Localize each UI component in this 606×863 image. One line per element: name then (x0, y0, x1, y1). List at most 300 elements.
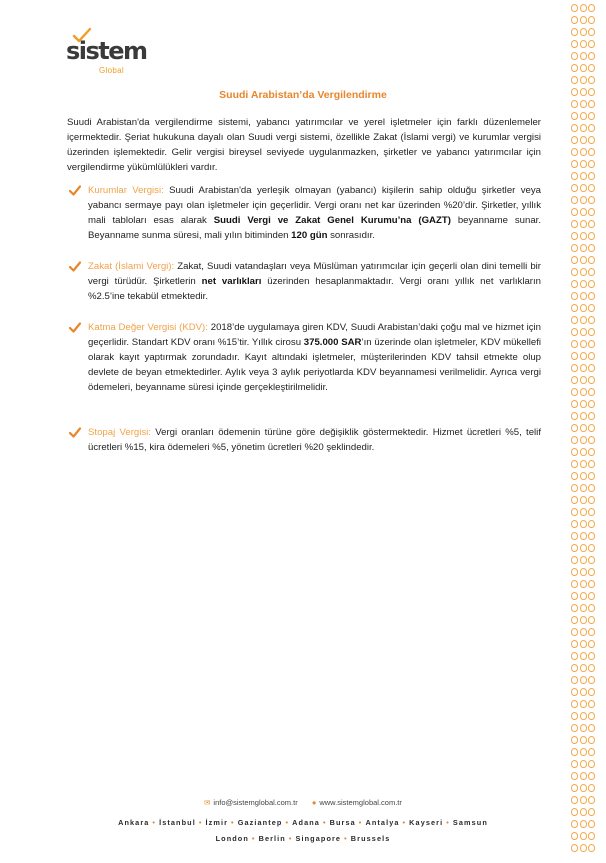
decorative-glyph (571, 700, 578, 708)
city-name: Antalya (365, 818, 400, 827)
decorative-glyph (580, 460, 587, 468)
decorative-glyph (580, 340, 587, 348)
decorative-glyph (571, 184, 578, 192)
decorative-glyph (588, 40, 595, 48)
decorative-glyph (588, 64, 595, 72)
decorative-glyph (580, 640, 587, 648)
decorative-glyph (580, 328, 587, 336)
check-icon (69, 322, 81, 333)
decorative-glyph (571, 616, 578, 624)
decorative-row (571, 530, 595, 542)
decorative-glyph (571, 412, 578, 420)
page-title: Suudi Arabistan’da Vergilendirme (219, 89, 387, 101)
city-name: Gaziantep (237, 818, 283, 827)
decorative-glyph (588, 196, 595, 204)
decorative-glyph (588, 724, 595, 732)
mail-icon: ✉ (204, 798, 211, 807)
decorative-row (571, 458, 595, 470)
decorative-glyph (580, 268, 587, 276)
decorative-row (571, 122, 595, 134)
logo-word: sistem (66, 37, 147, 65)
decorative-glyph (588, 676, 595, 684)
decorative-glyph (588, 784, 595, 792)
decorative-glyph (580, 676, 587, 684)
decorative-row (571, 374, 595, 386)
decorative-glyph (588, 172, 595, 180)
decorative-glyph (580, 388, 587, 396)
decorative-border (571, 2, 601, 862)
decorative-glyph (571, 376, 578, 384)
city-separator: • (358, 818, 363, 827)
decorative-glyph (580, 748, 587, 756)
decorative-glyph (580, 592, 587, 600)
check-icon (69, 185, 81, 196)
decorative-row (571, 50, 595, 62)
decorative-glyph (580, 304, 587, 312)
decorative-row (571, 746, 595, 758)
decorative-glyph (588, 364, 595, 372)
intro-paragraph: Suudi Arabistan'da vergilendirme sistemi, yabancı yatırımcılar ve yerel işletmeler için farklı düzenlemeler içermektedir. Şeriat hukukuna dayalı olan Suudi vergi sistemi, özellikle Zakat (İslami vergi) ve kurumlar vergisi üzerinden işlemektedir. Gelir vergisi bireysel seviyede uygulanmazken, şirketler ve yabancı yatırımcılar için vergilendirme yükümlülükleri vardır. (67, 117, 541, 173)
decorative-glyph (580, 508, 587, 516)
decorative-glyph (588, 448, 595, 456)
decorative-row (571, 446, 595, 458)
city-separator: • (251, 834, 256, 843)
decorative-glyph (571, 160, 578, 168)
decorative-glyph (588, 160, 595, 168)
bullet-text: beyanname sunar. Beyanname sunma süresi, mali yılın bitiminden (88, 215, 542, 241)
decorative-row (571, 14, 595, 26)
decorative-glyph (571, 256, 578, 264)
decorative-glyph (571, 460, 578, 468)
decorative-glyph (571, 580, 578, 588)
decorative-glyph (580, 844, 587, 852)
decorative-glyph (588, 544, 595, 552)
decorative-glyph (571, 136, 578, 144)
decorative-row (571, 302, 595, 314)
decorative-row (571, 62, 595, 74)
decorative-glyph (571, 388, 578, 396)
footer-contact (0, 798, 606, 807)
bullet-text: Zakat, Suudi vatandaşları veya Müslüman yatırımcılar için geçerli olan dini temelli bir vergi türüdür. Şirketlerin (88, 261, 541, 287)
decorative-glyph (588, 76, 595, 84)
decorative-glyph (571, 664, 578, 672)
decorative-glyph (571, 748, 578, 756)
decorative-glyph (580, 400, 587, 408)
decorative-glyph (571, 688, 578, 696)
decorative-row (571, 494, 595, 506)
decorative-glyph (588, 4, 595, 12)
decorative-glyph (580, 124, 587, 132)
city-separator: • (152, 818, 157, 827)
decorative-glyph (588, 316, 595, 324)
decorative-glyph (580, 100, 587, 108)
decorative-glyph (580, 436, 587, 444)
decorative-glyph (580, 568, 587, 576)
decorative-glyph (580, 664, 587, 672)
bullet-label: Kurumlar Vergisi: (88, 185, 164, 196)
decorative-glyph (588, 376, 595, 384)
decorative-glyph (580, 556, 587, 564)
decorative-glyph (580, 280, 587, 288)
city-separator: • (446, 818, 450, 827)
city-name: London (215, 834, 249, 843)
decorative-row (571, 842, 595, 854)
logo-sub: Global (99, 66, 124, 75)
decorative-row (571, 686, 595, 698)
decorative-glyph (580, 616, 587, 624)
decorative-glyph (580, 580, 587, 588)
decorative-glyph (580, 232, 587, 240)
decorative-glyph (571, 148, 578, 156)
decorative-glyph (588, 256, 595, 264)
decorative-glyph (571, 244, 578, 252)
bullet-bold: net varlıkları (201, 276, 262, 287)
decorative-glyph (571, 508, 578, 516)
bullet-zakat (88, 259, 541, 304)
decorative-row (571, 38, 595, 50)
decorative-row (571, 542, 595, 554)
decorative-row (571, 770, 595, 782)
decorative-glyph (588, 484, 595, 492)
decorative-glyph (588, 412, 595, 420)
decorative-glyph (588, 304, 595, 312)
decorative-row (571, 326, 595, 338)
decorative-row (571, 566, 595, 578)
decorative-row (571, 506, 595, 518)
decorative-glyph (571, 208, 578, 216)
bullet-text: ’ın üzerinde olan işletmeler, KDV mükellefi olarak kayıt yaptırmak zorundadır. Kayıt altındaki işletmeler, müşterilerinden KDV tahsil etmekte olup devlete de beyan etmektedirler. Aylık veya 3 aylık periyotlarda KDV beyannamesi verilmelidir. Ayrıca vergi ödemeleri, beyanname süresi içinde gerçekleştirilmelidir. (88, 337, 542, 393)
city-separator: • (285, 818, 290, 827)
decorative-glyph (580, 64, 587, 72)
decorative-glyph (580, 760, 587, 768)
decorative-glyph (588, 688, 595, 696)
decorative-glyph (588, 232, 595, 240)
decorative-glyph (588, 340, 595, 348)
decorative-glyph (571, 232, 578, 240)
globe-icon: ● (311, 798, 317, 807)
decorative-row (571, 758, 595, 770)
decorative-glyph (588, 388, 595, 396)
decorative-glyph (588, 664, 595, 672)
footer-cities-line1 (0, 818, 606, 827)
decorative-glyph (571, 400, 578, 408)
decorative-row (571, 158, 595, 170)
decorative-glyph (588, 532, 595, 540)
footer-web[interactable] (312, 798, 402, 807)
decorative-row (571, 350, 595, 362)
decorative-row (571, 278, 595, 290)
decorative-row (571, 398, 595, 410)
decorative-row (571, 470, 595, 482)
decorative-glyph (571, 292, 578, 300)
decorative-glyph (580, 376, 587, 384)
bullet-bold: 375.000 SAR (303, 337, 362, 348)
decorative-row (571, 554, 595, 566)
decorative-glyph (580, 484, 587, 492)
decorative-glyph (571, 448, 578, 456)
decorative-row (571, 602, 595, 614)
decorative-glyph (588, 712, 595, 720)
city-name: Bursa (329, 818, 356, 827)
decorative-row (571, 110, 595, 122)
bullet-label: Stopaj Vergisi: (88, 427, 151, 438)
decorative-glyph (580, 184, 587, 192)
decorative-glyph (580, 496, 587, 504)
decorative-glyph (588, 28, 595, 36)
decorative-glyph (588, 424, 595, 432)
check-icon (69, 427, 81, 438)
decorative-glyph (571, 76, 578, 84)
decorative-glyph (580, 136, 587, 144)
decorative-glyph (571, 52, 578, 60)
city-name: Kayseri (409, 818, 444, 827)
decorative-row (571, 26, 595, 38)
decorative-row (571, 578, 595, 590)
decorative-glyph (571, 352, 578, 360)
decorative-glyph (571, 424, 578, 432)
decorative-row (571, 698, 595, 710)
bullet-text: üzerinden hesaplanmaktadır. Vergi oranı yıllık net varlıkların %2.5’ine tekabül etmektedir. (88, 276, 541, 302)
decorative-glyph (588, 700, 595, 708)
decorative-glyph (571, 472, 578, 480)
decorative-glyph (580, 220, 587, 228)
decorative-glyph (588, 244, 595, 252)
decorative-row (571, 422, 595, 434)
decorative-glyph (580, 520, 587, 528)
decorative-glyph (580, 472, 587, 480)
decorative-glyph (571, 172, 578, 180)
decorative-glyph (580, 724, 587, 732)
decorative-glyph (571, 640, 578, 648)
bullet-vat (88, 320, 541, 395)
decorative-glyph (571, 328, 578, 336)
bullet-text: sonrasıdır. (327, 230, 375, 241)
decorative-glyph (580, 604, 587, 612)
decorative-row (571, 806, 595, 818)
decorative-glyph (580, 712, 587, 720)
city-separator: • (322, 818, 327, 827)
decorative-row (571, 362, 595, 374)
city-name: Adana (292, 818, 320, 827)
decorative-row (571, 170, 595, 182)
decorative-row (571, 410, 595, 422)
decorative-glyph (588, 652, 595, 660)
decorative-glyph (571, 268, 578, 276)
decorative-glyph (571, 220, 578, 228)
city-name: İzmir (205, 818, 229, 827)
decorative-row (571, 254, 595, 266)
decorative-glyph (588, 616, 595, 624)
decorative-row (571, 482, 595, 494)
decorative-glyph (588, 772, 595, 780)
decorative-glyph (571, 112, 578, 120)
decorative-glyph (588, 640, 595, 648)
decorative-glyph (580, 736, 587, 744)
decorative-glyph (588, 220, 595, 228)
decorative-glyph (588, 556, 595, 564)
decorative-glyph (588, 472, 595, 480)
decorative-row (571, 242, 595, 254)
decorative-glyph (588, 628, 595, 636)
check-icon (69, 261, 81, 272)
bullet-bold: Suudi Vergi ve Zakat Genel Kurumu’na (GAZT) (213, 215, 451, 226)
decorative-glyph (588, 52, 595, 60)
decorative-glyph (580, 76, 587, 84)
bullet-bold: 120 gün (291, 230, 328, 241)
decorative-glyph (580, 700, 587, 708)
decorative-row (571, 230, 595, 242)
decorative-glyph (580, 292, 587, 300)
decorative-glyph (571, 340, 578, 348)
decorative-glyph (580, 28, 587, 36)
decorative-glyph (588, 352, 595, 360)
decorative-glyph (580, 244, 587, 252)
decorative-glyph (588, 124, 595, 132)
decorative-glyph (588, 268, 595, 276)
decorative-glyph (571, 736, 578, 744)
web-text: www.sistemglobal.com.tr (319, 798, 402, 807)
decorative-glyph (571, 4, 578, 12)
decorative-glyph (588, 16, 595, 24)
decorative-glyph (588, 328, 595, 336)
decorative-glyph (588, 292, 595, 300)
decorative-row (571, 518, 595, 530)
decorative-glyph (571, 556, 578, 564)
decorative-row (571, 194, 595, 206)
decorative-glyph (580, 364, 587, 372)
bullet-corporate-tax (88, 183, 541, 243)
decorative-glyph (571, 568, 578, 576)
decorative-glyph (588, 112, 595, 120)
decorative-glyph (580, 148, 587, 156)
decorative-glyph (588, 280, 595, 288)
decorative-row (571, 722, 595, 734)
decorative-glyph (588, 508, 595, 516)
city-separator: • (288, 834, 293, 843)
decorative-row (571, 710, 595, 722)
decorative-glyph (588, 736, 595, 744)
decorative-glyph (588, 520, 595, 528)
sistem-global-logo (66, 27, 147, 77)
decorative-glyph (580, 112, 587, 120)
decorative-row (571, 434, 595, 446)
decorative-glyph (571, 436, 578, 444)
city-name: Singapore (295, 834, 342, 843)
decorative-row (571, 314, 595, 326)
decorative-row (571, 134, 595, 146)
decorative-row (571, 266, 595, 278)
decorative-glyph (580, 532, 587, 540)
decorative-glyph (588, 580, 595, 588)
decorative-glyph (580, 172, 587, 180)
decorative-glyph (580, 688, 587, 696)
bullet-withholding-tax (88, 425, 541, 455)
decorative-glyph (580, 544, 587, 552)
footer-email[interactable] (204, 798, 298, 807)
decorative-glyph (571, 124, 578, 132)
decorative-glyph (571, 772, 578, 780)
decorative-row (571, 590, 595, 602)
decorative-glyph (580, 4, 587, 12)
city-separator: • (231, 818, 235, 827)
decorative-glyph (580, 352, 587, 360)
bullet-text: Suudi Arabistan'da yerleşik olmayan (yabancı) kişilerin sahip olduğu şirketler veya yabancı sermaye payı olan işletmeler için geçerlidir. Vergi oranı net kar üzerinden %20’dir. Şirketler, yıllık mali tabloları esas alarak (88, 185, 541, 226)
decorative-glyph (571, 760, 578, 768)
decorative-row (571, 614, 595, 626)
bullet-label: Katma Değer Vergisi (KDV): (88, 322, 208, 333)
decorative-glyph (588, 604, 595, 612)
decorative-glyph (580, 16, 587, 24)
bullet-text: Vergi oranları ödemenin türüne göre değişiklik göstermektedir. Hizmet ücretleri %5, telif ücretleri %15, kira ödemeleri %5, yönetim ücretleri %20 şeklindedir. (88, 427, 541, 453)
decorative-glyph (580, 772, 587, 780)
city-name: Berlin (258, 834, 286, 843)
decorative-glyph (580, 208, 587, 216)
decorative-row (571, 638, 595, 650)
decorative-row (571, 662, 595, 674)
decorative-glyph (588, 460, 595, 468)
decorative-glyph (580, 412, 587, 420)
decorative-glyph (580, 256, 587, 264)
city-name: Ankara (118, 818, 150, 827)
decorative-row (571, 650, 595, 662)
decorative-glyph (588, 436, 595, 444)
decorative-glyph (588, 568, 595, 576)
city-separator: • (344, 834, 348, 843)
decorative-glyph (588, 808, 595, 816)
decorative-glyph (571, 316, 578, 324)
city-separator: • (402, 818, 407, 827)
decorative-glyph (588, 400, 595, 408)
city-separator: • (198, 818, 203, 827)
decorative-glyph (588, 760, 595, 768)
decorative-glyph (588, 748, 595, 756)
decorative-glyph (588, 592, 595, 600)
city-name: Samsun (452, 818, 488, 827)
decorative-glyph (588, 208, 595, 216)
decorative-glyph (571, 532, 578, 540)
decorative-glyph (580, 316, 587, 324)
decorative-glyph (588, 184, 595, 192)
decorative-glyph (580, 40, 587, 48)
decorative-glyph (580, 808, 587, 816)
decorative-glyph (571, 196, 578, 204)
bullet-text: 2018’de uygulamaya giren KDV, Suudi Arabistan’daki çoğu mal ve hizmet için geçerlidir. Standart KDV oranı %15’tir. Yıllık cirosu (88, 322, 541, 348)
decorative-glyph (571, 712, 578, 720)
decorative-row (571, 674, 595, 686)
decorative-glyph (588, 844, 595, 852)
bullet-label: Zakat (İslami Vergi): (88, 261, 175, 272)
decorative-row (571, 2, 595, 14)
decorative-row (571, 74, 595, 86)
decorative-glyph (571, 784, 578, 792)
decorative-glyph (571, 304, 578, 312)
decorative-glyph (571, 28, 578, 36)
decorative-glyph (571, 844, 578, 852)
decorative-glyph (571, 280, 578, 288)
decorative-glyph (580, 160, 587, 168)
decorative-row (571, 626, 595, 638)
decorative-row (571, 218, 595, 230)
decorative-glyph (571, 484, 578, 492)
decorative-glyph (571, 592, 578, 600)
decorative-glyph (588, 136, 595, 144)
decorative-glyph (588, 496, 595, 504)
decorative-glyph (580, 424, 587, 432)
decorative-row (571, 182, 595, 194)
email-text: info@sistemglobal.com.tr (213, 798, 298, 807)
decorative-row (571, 386, 595, 398)
decorative-row (571, 734, 595, 746)
